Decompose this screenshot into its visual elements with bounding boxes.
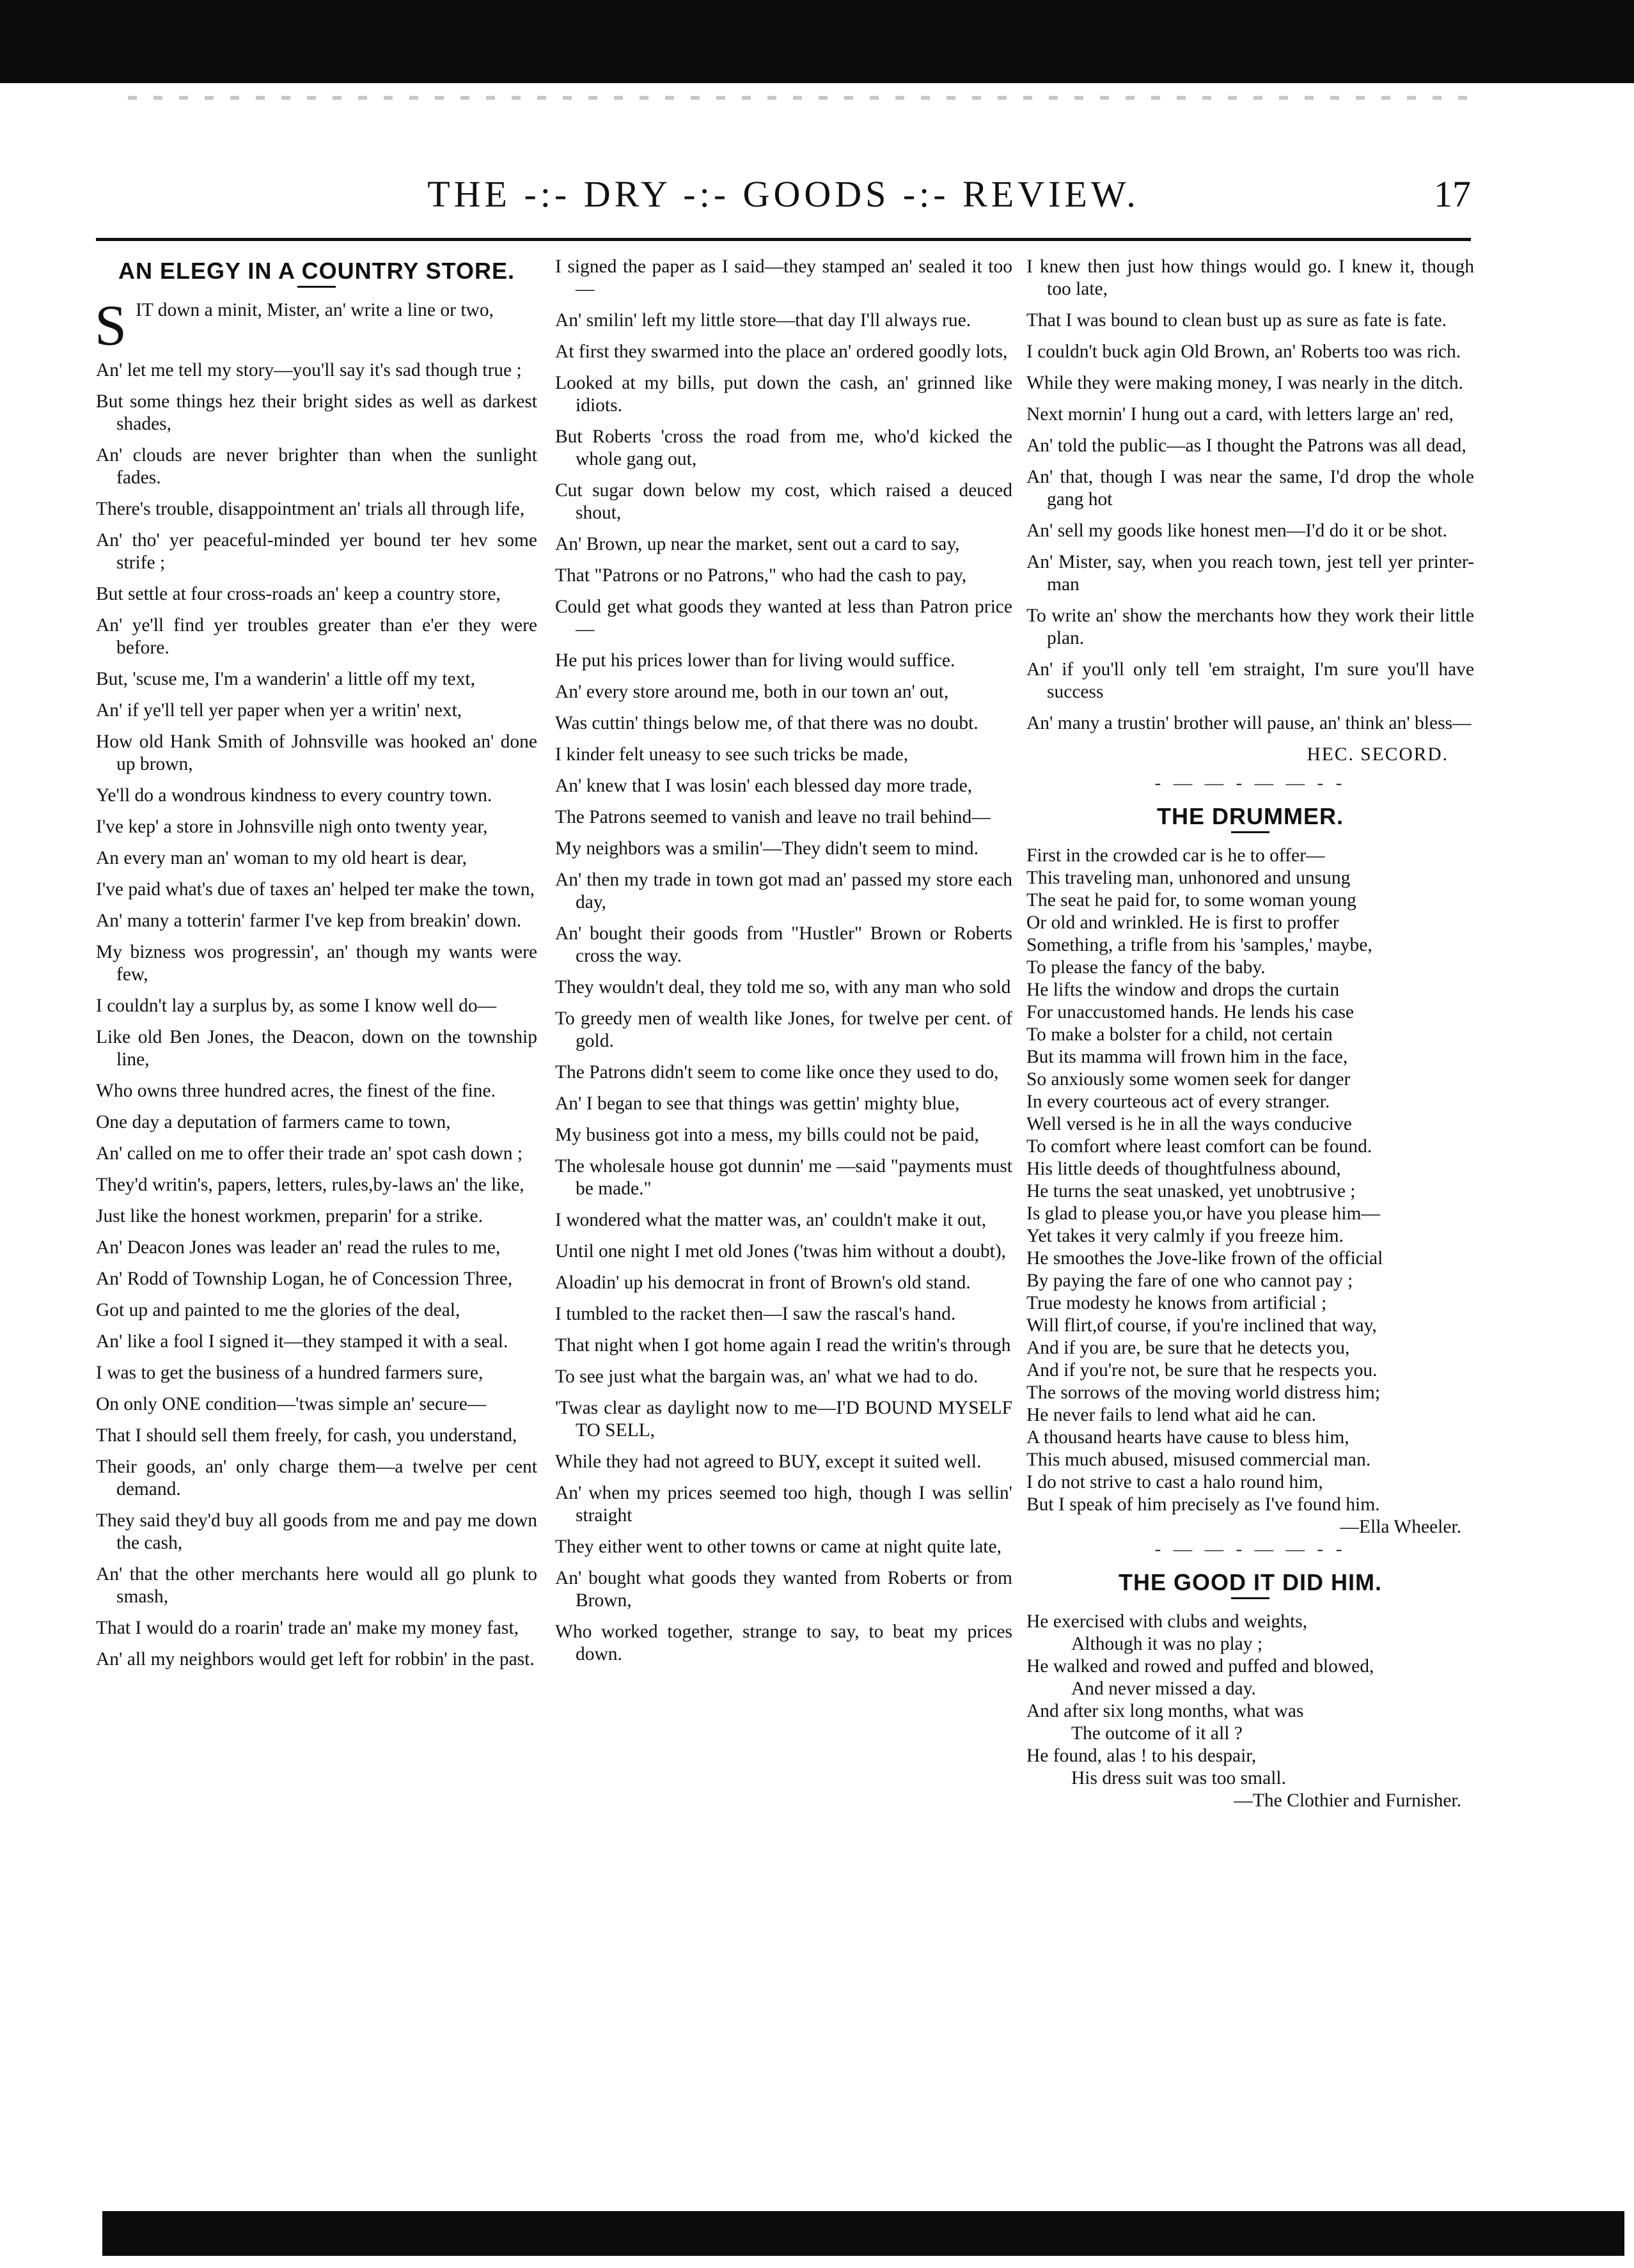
elegy-stanza [96, 498, 537, 520]
drummer-line: To make a bolster for a child, not certain [1026, 1024, 1333, 1045]
elegy-line: An' like a fool I signed it—they stamped it with a seal. [96, 1331, 508, 1352]
elegy-stanza [555, 1155, 1012, 1200]
elegy-stanza [1026, 372, 1474, 395]
drummer-line: True modesty he knows from artificial ; [1026, 1293, 1327, 1313]
drummer-line: But its mamma will frown him in the face, [1026, 1047, 1348, 1067]
elegy-line: But, 'scuse me, I'm a wanderin' a little off my text, [96, 669, 475, 689]
elegy-stanza [555, 341, 1012, 363]
section-divider: - — — - — — - - [1154, 1539, 1346, 1560]
good-line: He walked and rowed and puffed and blowed, [1026, 1656, 1374, 1677]
elegy-stanza [96, 1205, 537, 1228]
elegy-stanza [555, 1240, 1012, 1263]
elegy-line: An' Brown, up near the market, sent out a card to say, [555, 534, 960, 554]
good-heading: THE GOOD IT DID HIM. [1119, 1569, 1382, 1595]
page-header [96, 173, 1471, 230]
elegy-stanza [96, 1563, 537, 1608]
elegy-line: Like old Ben Jones, the Deacon, down on the township line, [96, 1027, 537, 1070]
drummer-line: To please the fancy of the baby. [1026, 957, 1266, 978]
elegy-line: But Roberts 'cross the road from me, who'd kicked the whole gang out, [555, 426, 1012, 469]
drummer-line: His little deeds of thoughtfulness abound, [1026, 1159, 1341, 1179]
elegy-line: My neighbors was a smilin'—They didn't seem to mind. [555, 838, 979, 859]
elegy-line: He put his prices lower than for living would suffice. [555, 650, 955, 671]
elegy-line: I was to get the business of a hundred farmers sure, [96, 1363, 483, 1383]
elegy-line: My business got into a mess, my bills could not be paid, [555, 1125, 979, 1145]
elegy-line: An' called on me to offer their trade an' spot cash down ; [96, 1143, 523, 1164]
elegy-line: While they had not agreed to BUY, except it suited well. [555, 1451, 982, 1472]
elegy-stanza [555, 1272, 1012, 1294]
elegy-stanza [555, 1451, 1012, 1473]
elegy-stanza [96, 1456, 537, 1501]
elegy-stanza [555, 1621, 1012, 1666]
elegy-line: The Patrons seemed to vanish and leave no trail behind— [555, 807, 991, 827]
drummer-line: And if you are, be sure that he detects you, [1026, 1338, 1350, 1358]
elegy-stanza [1026, 256, 1474, 301]
elegy-stanza [96, 816, 537, 838]
scan-border-bottom [102, 2211, 1624, 2256]
elegy-line: Cut sugar down below my cost, which raised a deuced shout, [555, 480, 1012, 523]
elegy-line: An' that, though I was near the same, I'd drop the whole gang hot [1026, 467, 1474, 510]
drummer-line: This traveling man, unhonored and unsung [1026, 868, 1351, 888]
elegy-stanza [96, 1080, 537, 1102]
elegy-line: An' clouds are never brighter than when the sunlight fades. [96, 445, 537, 488]
elegy-line: An' many a trustin' brother will pause, an' think an' bless— [1026, 713, 1472, 733]
elegy-line: I've paid what's due of taxes an' helped ter make the town, [96, 879, 535, 900]
elegy-stanza [555, 712, 1012, 735]
elegy-line: They wouldn't deal, they told me so, with any man who sold [555, 977, 1011, 997]
elegy-line: Ye'll do a wondrous kindness to every country town. [96, 785, 492, 806]
elegy-line: They either went to other towns or came at night quite late, [555, 1537, 1002, 1557]
elegy-line: To see just what the bargain was, an' what we had to do. [555, 1366, 978, 1387]
elegy-line: Aloadin' up his democrat in front of Brown's old stand. [555, 1272, 971, 1293]
section-divider: - — — - — — - - [1154, 773, 1346, 794]
heading-rule [1231, 831, 1269, 833]
elegy-stanza [96, 785, 537, 807]
elegy-line: Could get what goods they wanted at less than Patron price— [555, 597, 1012, 639]
elegy-stanza [96, 847, 537, 870]
elegy-line: I couldn't buck agin Old Brown, an' Roberts too was rich. [1026, 341, 1461, 362]
drummer-line: Is glad to please you,or have you please him— [1026, 1203, 1380, 1224]
elegy-line: An' told the public—as I thought the Patrons was all dead, [1026, 435, 1466, 456]
elegy-line: Was cuttin' things below me, of that there was no doubt. [555, 713, 978, 733]
elegy-stanza [555, 1334, 1012, 1357]
elegy-line: They said they'd buy all goods from me and pay me down the cash, [96, 1510, 537, 1553]
elegy-line: I tumbled to the racket then—I saw the rascal's hand. [555, 1304, 956, 1324]
elegy-stanza [96, 941, 537, 986]
elegy-stanza [96, 1510, 537, 1554]
elegy-stanza [555, 565, 1012, 587]
elegy-stanza [1026, 520, 1474, 542]
elegy-stanza [555, 1303, 1012, 1326]
column-2 [555, 256, 1012, 1675]
elegy-stanza [555, 976, 1012, 999]
good-line: Although it was no play ; [1071, 1634, 1263, 1654]
elegy-stanza [96, 1617, 537, 1639]
elegy-stanza [96, 1425, 537, 1447]
elegy-line: But some things hez their bright sides as well as darkest shades, [96, 391, 537, 434]
elegy-line: Until one night I met old Jones ('twas him without a doubt), [555, 1241, 1007, 1262]
elegy-line: An' all my neighbors would get left for robbin' in the past. [96, 1649, 535, 1670]
elegy-line: That night when I got home again I read the writin's through [555, 1335, 1011, 1356]
elegy-stanza [1026, 309, 1474, 332]
elegy-stanza [96, 731, 537, 776]
drummer-line: In every courteous act of every stranger. [1026, 1091, 1330, 1112]
drummer-line: I do not strive to cast a halo round him, [1026, 1472, 1323, 1492]
elegy-stanza [555, 1482, 1012, 1527]
elegy-stanza [555, 1366, 1012, 1388]
elegy-stanza [96, 1299, 537, 1322]
elegy-line: Who owns three hundred acres, the finest of the fine. [96, 1081, 496, 1101]
elegy-stanza [96, 359, 537, 382]
elegy-stanza [1026, 466, 1474, 511]
elegy-line: Next mornin' I hung out a card, with letters large an' red, [1026, 404, 1454, 425]
good-line: He exercised with clubs and weights, [1026, 1611, 1308, 1632]
elegy-line: An' tho' yer peaceful-minded yer bound ter hev some strife ; [96, 530, 537, 573]
elegy-line: An' that the other merchants here would all go plunk to smash, [96, 1564, 537, 1607]
drummer-line: The sorrows of the moving world distress him; [1026, 1382, 1381, 1403]
page-number: 17 [1434, 173, 1471, 215]
elegy-stanza [96, 1111, 537, 1134]
elegy-stanza [555, 480, 1012, 524]
drummer-line: Yet takes it very calmly if you freeze him. [1026, 1226, 1344, 1246]
elegy-line: An' sell my goods like honest men—I'd do it or be shot. [1026, 520, 1447, 541]
elegy-signature: HEC. SECORD. [1307, 744, 1449, 765]
elegy-line: An' knew that I was losin' each blessed day more trade, [555, 776, 973, 796]
drummer-line: He never fails to lend what aid he can. [1026, 1405, 1316, 1425]
elegy-line: How old Hank Smith of Johnsville was hooked an' done up brown, [96, 731, 537, 774]
elegy-line: An' Mister, say, when you reach town, jest tell yer printer-man [1026, 552, 1474, 595]
elegy-line: An' Rodd of Township Logan, he of Concession Three, [96, 1269, 513, 1289]
elegy-line: That I should sell them freely, for cash, you understand, [96, 1425, 517, 1446]
elegy-stanza [555, 1093, 1012, 1115]
elegy-stanza [555, 309, 1012, 332]
drummer-line: To comfort where least comfort can be found. [1026, 1136, 1372, 1157]
elegy-line: Looked at my bills, put down the cash, an' grinned like idiots. [555, 373, 1012, 416]
elegy-line: While they were making money, I was nearly in the ditch. [1026, 373, 1463, 393]
elegy-line: That I was bound to clean bust up as sure as fate is fate. [1026, 310, 1447, 331]
drummer-line: The seat he paid for, to some woman young [1026, 890, 1356, 911]
elegy-stanza [555, 533, 1012, 556]
elegy-stanza [96, 700, 537, 722]
elegy-stanza [555, 426, 1012, 471]
elegy-stanza [96, 1393, 537, 1416]
header-rule [96, 238, 1471, 241]
elegy-line: An' I began to see that things was gettin' mighty blue, [555, 1093, 960, 1114]
elegy-stanza [96, 1143, 537, 1165]
elegy-line: An' many a totterin' farmer I've kep from breakin' down. [96, 911, 522, 931]
drummer-line: Well versed is he in all the ways conducive [1026, 1114, 1352, 1134]
drummer-line: He turns the seat unasked, yet unobtrusive ; [1026, 1181, 1356, 1201]
good-line: His dress suit was too small. [1071, 1768, 1286, 1788]
good-line: He found, alas ! to his despair, [1026, 1746, 1257, 1766]
good-line: The outcome of it all ? [1071, 1723, 1243, 1744]
elegy-line: An' smilin' left my little store—that day I'll always rue. [555, 310, 971, 331]
elegy-line: Their goods, an' only charge them—a twelve per cent demand. [96, 1457, 537, 1499]
elegy-line: An' every store around me, both in our town an' out, [555, 682, 949, 702]
elegy-stanza [1026, 712, 1474, 735]
elegy-line: An' then my trade in town got mad an' passed my store each day, [555, 870, 1012, 912]
elegy-line: The Patrons didn't seem to come like once they used to do, [555, 1062, 999, 1083]
elegy-stanza [555, 744, 1012, 766]
drummer-line: First in the crowded car is he to offer— [1026, 845, 1325, 866]
drummer-line: But I speak of him precisely as I've found him. [1026, 1494, 1380, 1515]
drummer-line: Something, a trifle from his 'samples,' maybe, [1026, 935, 1372, 955]
elegy-line: I've kep' a store in Johnsville nigh onto twenty year, [96, 817, 488, 837]
elegy-stanza [96, 1268, 537, 1290]
elegy-line: There's trouble, disappointment an' trials all through life, [96, 499, 525, 519]
heading-rule [1231, 1597, 1269, 1599]
elegy-stanza [95, 294, 537, 357]
elegy-stanza [555, 681, 1012, 703]
elegy-line: To greedy men of wealth like Jones, for twelve per cent. of gold. [555, 1008, 1012, 1051]
elegy-stanza [555, 650, 1012, 672]
scan-border-top [0, 0, 1634, 83]
elegy-line: IT down a minit, Mister, an' write a line or two, [136, 300, 494, 320]
elegy-line: The wholesale house got dunnin' me —said "payments must be made." [555, 1156, 1012, 1199]
elegy-line: An' if you'll only tell 'em straight, I'm sure you'll have success [1026, 659, 1474, 702]
drummer-line: So anxiously some women seek for danger [1026, 1069, 1351, 1090]
elegy-line: That I would do a roarin' trade an' make my money fast, [96, 1618, 519, 1638]
elegy-line: Just like the honest workmen, preparin' for a strike. [96, 1206, 483, 1226]
elegy-stanza [1026, 659, 1474, 703]
elegy-stanza [1026, 403, 1474, 426]
elegy-line: My bizness wos progressin', an' though my wants were few, [96, 942, 537, 985]
elegy-stanza [96, 668, 537, 691]
elegy-line: That "Patrons or no Patrons," who had the cash to pay, [555, 565, 967, 586]
good-line: And after six long months, what was [1026, 1701, 1304, 1721]
elegy-line: An' bought their goods from "Hustler" Brown or Roberts cross the way. [555, 923, 1012, 966]
elegy-stanza [96, 910, 537, 932]
good-signature: —The Clothier and Furnisher. [1234, 1790, 1461, 1811]
elegy-stanza [555, 1536, 1012, 1558]
drummer-line: A thousand hearts have cause to bless him, [1026, 1427, 1349, 1448]
elegy-stanza [555, 923, 1012, 967]
column-1 [96, 256, 537, 1680]
running-title: THE -:- DRY -:- GOODS -:- REVIEW. [427, 173, 1140, 215]
elegy-line: They'd writin's, papers, letters, rules,by-laws an' the like, [96, 1175, 524, 1195]
elegy-stanza [555, 256, 1012, 301]
elegy-line: An' when my prices seemed too high, though I was sellin' straight [555, 1483, 1012, 1526]
elegy-stanza [96, 614, 537, 659]
elegy-heading: AN ELEGY IN A COUNTRY STORE. [118, 258, 515, 284]
drummer-line: For unaccustomed hands. He lends his case [1026, 1002, 1355, 1022]
elegy-line: Who worked together, strange to say, to beat my prices down. [555, 1622, 1012, 1664]
good-line: And never missed a day. [1071, 1678, 1256, 1699]
elegy-line: I kinder felt uneasy to see such tricks be made, [555, 744, 909, 765]
elegy-stanza [1026, 605, 1474, 650]
drummer-line: Will flirt,of course, if you're inclined that way, [1026, 1315, 1377, 1336]
elegy-line: To write an' show the merchants how they work their little plan. [1026, 606, 1474, 648]
elegy-stanza [555, 806, 1012, 829]
elegy-stanza [555, 775, 1012, 797]
elegy-stanza [96, 1174, 537, 1196]
elegy-line: Got up and painted to me the glories of the deal, [96, 1300, 460, 1320]
elegy-line: But settle at four cross-roads an' keep a country store, [96, 584, 501, 604]
elegy-stanza [96, 1362, 537, 1384]
elegy-line: I signed the paper as I said—they stamped an' sealed it too— [555, 256, 1012, 299]
elegy-stanza [555, 596, 1012, 641]
elegy-stanza [96, 529, 537, 574]
elegy-stanza [1026, 341, 1474, 363]
elegy-stanza [555, 1008, 1012, 1052]
elegy-line: I wondered what the matter was, an' couldn't make it out, [555, 1210, 987, 1230]
drummer-line: He smoothes the Jove-like frown of the official [1026, 1248, 1383, 1269]
drummer-line: And if you're not, be sure that he respects you. [1026, 1360, 1378, 1380]
drummer-line: This much abused, misused commercial man. [1026, 1450, 1371, 1470]
drop-cap: S [95, 294, 127, 357]
elegy-line: An' Deacon Jones was leader an' read the rules to me, [96, 1237, 501, 1258]
elegy-line: On only ONE condition—'twas simple an' secure— [96, 1394, 487, 1414]
elegy-line: An' ye'll find yer troubles greater than e'er they were before. [96, 615, 537, 658]
elegy-line: 'Twas clear as daylight now to me—I'D BOUND MYSELF TO SELL, [555, 1398, 1012, 1441]
elegy-line: I knew then just how things would go. I knew it, though too late, [1026, 256, 1474, 299]
elegy-line: One day a deputation of farmers came to town, [96, 1112, 451, 1132]
drummer-signature: —Ella Wheeler. [1340, 1517, 1461, 1537]
elegy-line: I couldn't lay a surplus by, as some I know well do— [96, 996, 497, 1016]
elegy-line: At first they swarmed into the place an' ordered goodly lots, [555, 341, 1008, 362]
drummer-line: By paying the fare of one who cannot pay ; [1026, 1271, 1353, 1291]
elegy-stanza [555, 1397, 1012, 1442]
elegy-stanza [555, 1209, 1012, 1232]
elegy-stanza [555, 372, 1012, 417]
elegy-stanza [96, 583, 537, 606]
elegy-stanza [1026, 435, 1474, 457]
elegy-stanza [96, 391, 537, 435]
heading-rule [297, 286, 336, 288]
elegy-line: An' bought what goods they wanted from Roberts or from Brown, [555, 1568, 1012, 1611]
elegy-stanza [96, 1237, 537, 1259]
elegy-stanza [96, 879, 537, 901]
elegy-stanza [555, 1567, 1012, 1612]
elegy-stanza [96, 1648, 537, 1671]
scan-smudge [128, 96, 1471, 100]
drummer-line: He lifts the window and drops the curtain [1026, 980, 1340, 1000]
elegy-stanza [555, 1124, 1012, 1146]
elegy-stanza [96, 995, 537, 1017]
elegy-stanza [555, 869, 1012, 914]
elegy-line: An' if ye'll tell yer paper when yer a writin' next, [96, 700, 462, 721]
elegy-stanza [96, 444, 537, 489]
elegy-stanza [555, 838, 1012, 860]
column-3 [1026, 256, 1474, 1812]
elegy-line: An' let me tell my story—you'll say it's sad though true ; [96, 360, 522, 380]
drummer-line: Or old and wrinkled. He is first to proffer [1026, 912, 1339, 933]
elegy-stanza [96, 1331, 537, 1353]
elegy-stanza [96, 1026, 537, 1071]
drummer-heading: THE DRUMMER. [1157, 803, 1344, 829]
elegy-stanza [555, 1061, 1012, 1084]
elegy-line: An every man an' woman to my old heart is dear, [96, 848, 467, 868]
elegy-stanza [1026, 551, 1474, 596]
